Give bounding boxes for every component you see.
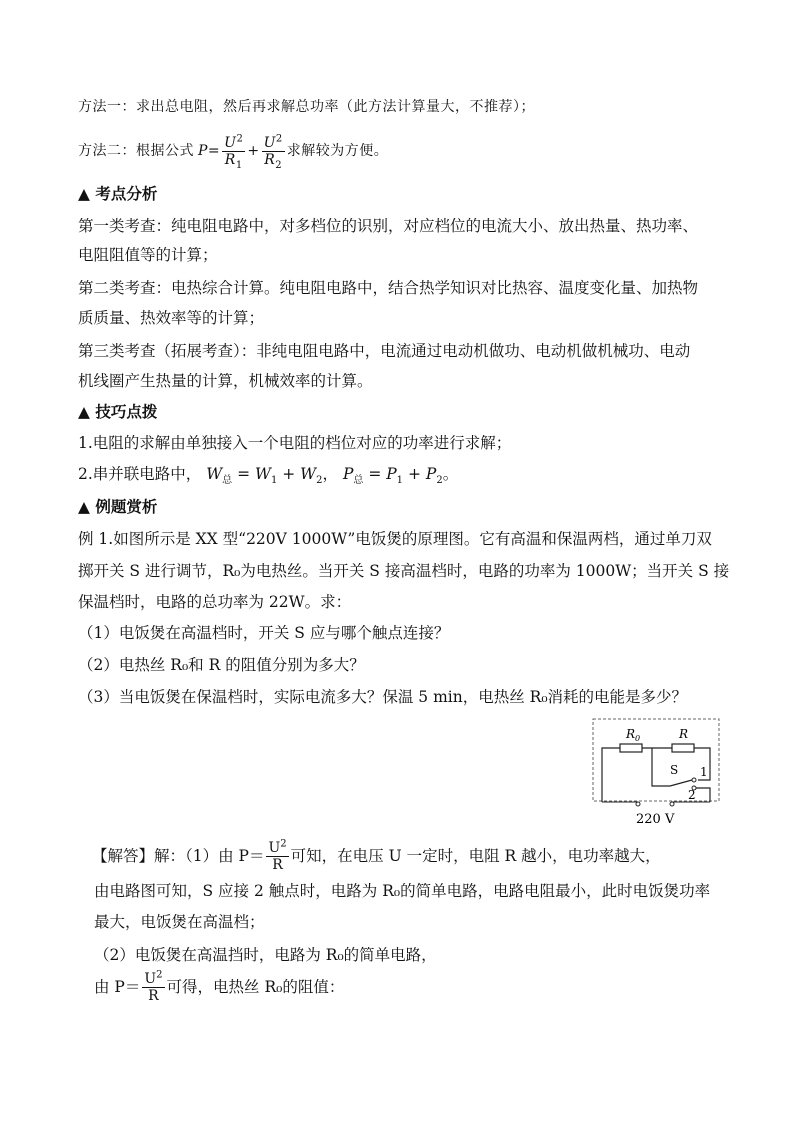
example-line: 保温档时，电路的总功率为 22W。求： (78, 593, 352, 611)
example-line: 例 1.如图所示是 XX 型“220V 1000W”电饭煲的原理图。它有高温和保温两档，通过单刀双 (78, 530, 712, 548)
circuit-dashed-frame (593, 719, 719, 801)
answer-line-5: 由 P＝ $\frac{U^2}{R}$ 可得，电热丝 R₀的阻值： (94, 968, 345, 1004)
tip-two: 2.串并联电路中， $W_总 = W_1 + W_2$， $P_总 = P_1 + P_2$。 (78, 465, 459, 487)
analysis-line: 质质量、热效率等的计算； (78, 309, 265, 327)
wire-left (602, 748, 620, 802)
analysis-line: 第一类考查：纯电阻电路中，对多档位的识别，对应档位的电流大小、放出热量、热功率、 (78, 217, 699, 235)
tip-one: 1.电阻的求解由单独接入一个电阻的档位对应的功率进行求解； (78, 434, 512, 452)
tips-heading: ▲ 技巧点拨 (78, 402, 158, 421)
label-contact-1: 1 (700, 765, 708, 779)
label-contact-2: 2 (688, 788, 696, 802)
analysis-line: 机线圈产生热量的计算，机械效率的计算。 (78, 372, 373, 390)
analysis-heading: ▲ 考点分析 (78, 184, 158, 203)
fraction-u2-r1: $\frac{U^2}{R_1}$ (224, 132, 244, 171)
method-two-suffix: 求解较为方便。 (286, 143, 389, 159)
answer-line-2: 由电路图可知，S 应接 2 触点时，电路为 R₀的简单电路，电路电阻最小，此时电饭煲功率 (94, 882, 711, 900)
wire-contact-2 (696, 788, 710, 802)
resistor-r0 (620, 744, 642, 752)
fraction-u2-r-second: $\frac{U^2}{R}$ (144, 968, 163, 1004)
example-heading: ▲ 例题赏析 (78, 497, 158, 516)
analysis-line: 第二类考查：电热综合计算。纯电阻电路中，结合热学知识对比热容、温度变化量、加热物 (78, 279, 699, 297)
method-one-text: 方法一：求出总电阻，然后再求解总功率（此方法计算量大，不推荐）； (78, 99, 535, 115)
label-switch: S (670, 763, 679, 777)
wire-switch-branch (652, 748, 670, 786)
question-two: （2）电热丝 R₀和 R 的阻值分别为多大？ (78, 656, 365, 674)
answer-line-3: 最大，电饭煲在高温档； (94, 913, 265, 931)
contact-1-terminal (692, 778, 696, 782)
fraction-u2-r: $\frac{U^2}{R}$ (268, 837, 287, 873)
switch-blade (670, 780, 692, 786)
method-two-prefix: 方法二：根据公式 (78, 143, 194, 159)
formula-plus: + (247, 143, 260, 159)
analysis-line: 第三类考查（拓展考查）：非纯电阻电路中，电流通过电动机做功、电动机做机械功、电动 (78, 342, 691, 360)
supply-terminal-right (670, 802, 674, 806)
question-three: （3）当电饭煲在保温档时，实际电流多大？保温 5 min，电热丝 R₀消耗的电能是多少？ (78, 688, 688, 706)
method-two-line (78, 131, 388, 171)
question-one: （1）电饭煲在高温档时，开关 S 应与哪个触点连接？ (78, 624, 450, 642)
formula-eq: = (207, 143, 221, 159)
analysis-line: 电阻阻值等的计算； (78, 246, 218, 264)
answer-line-4: （2）电饭煲在高温挡时，电路为 R₀的简单电路， (94, 946, 437, 964)
resistor-r (672, 744, 694, 752)
label-voltage: 220 V (636, 812, 675, 827)
formula-p: P (198, 143, 208, 159)
circuit-diagram (592, 718, 720, 828)
label-r0: $R_0$ (626, 727, 641, 743)
fraction-u2-r2: $\frac{U^2}{R_2}$ (263, 132, 283, 171)
label-r: R (679, 727, 689, 741)
answer-line-1: 【解答】解：（1）由 P＝ $\frac{U^2}{R}$ 可知，在电压 U 一定时，电阻 R 越小，电功率越大， (92, 837, 661, 873)
example-line: 掷开关 S 进行调节，R₀为电热丝。当开关 S 接高温档时，电路的功率为 1000W；当开关 S 接 (78, 562, 730, 580)
supply-terminal-left (636, 802, 640, 806)
